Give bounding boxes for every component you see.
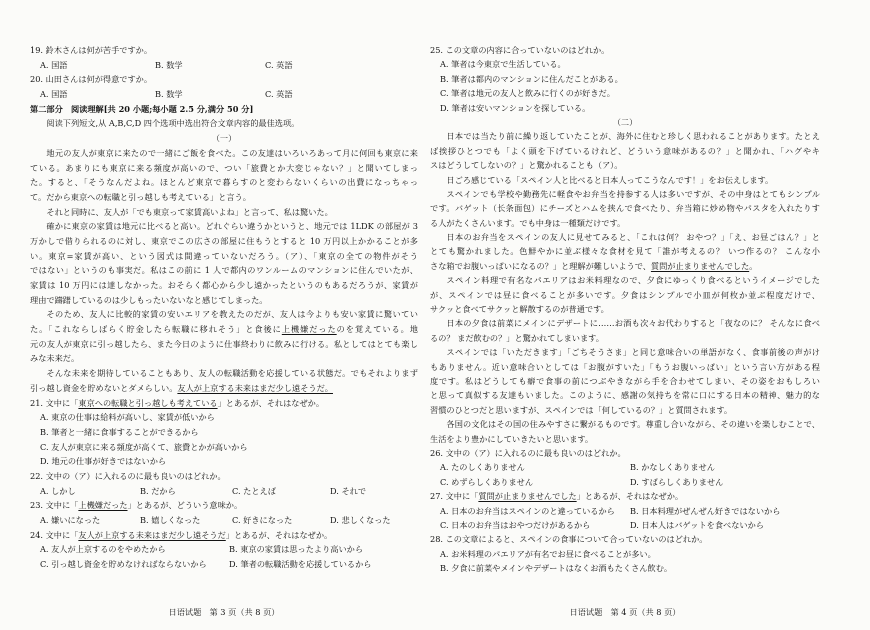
answer-option-b: B. 東京の家賃は思ったより高いから bbox=[229, 544, 364, 555]
text-line: ている。あまりにも東京に来る頻度が高いので、つい「旅費とか大変じゃない？」と聞いてしまっ bbox=[30, 162, 418, 173]
option-row bbox=[440, 518, 820, 532]
text-line: スペインでも学校や勤務先に軽食やお弁当を持参する人は多いですが、その中身はとてもシンプル bbox=[446, 188, 820, 199]
text-line: 習慣のひとつだと思いますが、スペインでは「何しているの？」と質問されます。 bbox=[430, 404, 733, 415]
question-stem bbox=[430, 489, 820, 503]
text-line: スペインでは「いただきます」「ごちそうさま」と同じ意味合いの単語がなく、食事前後の声がけ bbox=[446, 347, 820, 358]
text-line: もありません。近い意味合いとしては「お腹がすいた」「もうお腹いっぱい」という言い方がある程 bbox=[430, 361, 820, 372]
question-28 bbox=[430, 532, 820, 575]
answer-option-c: C. 日本のお弁当はおやつだけがあるから bbox=[440, 519, 591, 530]
text-line: が、スペインでは昼に食べることが多いです。夕食はシンプルで小皿が何枚か並ぶ程度だけで、 bbox=[430, 289, 820, 300]
reading-passage-2 bbox=[430, 115, 820, 446]
paragraph bbox=[430, 230, 820, 273]
underlined-phrase: 上機嫌だった bbox=[78, 500, 128, 511]
question-21 bbox=[30, 396, 418, 469]
option-row bbox=[40, 454, 418, 469]
text-line: る人がたくさんいます。でも中身は一種類だけです。 bbox=[430, 217, 626, 228]
answer-options bbox=[430, 460, 820, 489]
option-row bbox=[40, 557, 418, 572]
answer-option-a: A. 国語 bbox=[40, 59, 68, 70]
text-line: 度です。私はどうしても癖で食事の前につぶやきながら手を合わせてしまい、その姿をおもしろい bbox=[430, 375, 820, 386]
answer-option-d: D. 日本人はバゲットを食べないから bbox=[630, 519, 764, 530]
option-row bbox=[440, 460, 820, 474]
answer-options bbox=[30, 87, 418, 102]
question-stem: 20. 山田さんは何が得意ですか。 bbox=[30, 74, 153, 85]
text-line: そのため、友人に比較的家賃の安いエリアを教えたのだが、友人は今よりも安い家賃に驚いてい bbox=[46, 309, 418, 320]
text-line: 元の友人が東京に引っ越したら、また今日のように仕事終わりに飲みに行ける。私としてはとても楽し bbox=[30, 338, 418, 349]
option-row bbox=[40, 440, 418, 455]
answer-option-d: D. それで bbox=[330, 485, 367, 496]
option-row bbox=[40, 425, 418, 440]
answer-option-a: A. 日本のお弁当はスペインのと違っているから bbox=[440, 505, 615, 516]
answer-option-a: A. 嫌いになった bbox=[40, 515, 101, 525]
paragraph bbox=[430, 173, 820, 187]
paragraph bbox=[30, 366, 418, 395]
text-line: 家賃は 10 万円には達しなかった。おそらく都心から少し遠かったというのもあるだろうが、家賃が bbox=[30, 280, 418, 290]
option-row bbox=[440, 72, 820, 86]
option-row bbox=[440, 57, 820, 71]
answer-options bbox=[30, 58, 418, 73]
answer-option-a: A. 国語 bbox=[40, 89, 68, 100]
option-row bbox=[40, 542, 418, 557]
question-stem: 22. 文中の（ア）に入れるのに最も良いのはどれか。 bbox=[30, 470, 226, 481]
answer-option-a: A. お米料理のパエリアが有名でお昼に食べることが多い。 bbox=[440, 548, 656, 559]
answer-option-d: D. 地元の仕事が好きではないから bbox=[40, 456, 167, 467]
underlined-phrase: 友人が上京する未来はまだ少し遠そうだ bbox=[78, 529, 226, 540]
question-19 bbox=[30, 43, 418, 72]
line-text: 」とあるが、それはなぜか。 bbox=[225, 529, 333, 540]
answer-options bbox=[30, 410, 418, 469]
option-row bbox=[40, 410, 418, 425]
line-text: のを覚えている。地 bbox=[336, 324, 418, 335]
answer-option-c: C. 引っ越し資金を貯めなければならないから bbox=[40, 559, 207, 570]
question-25 bbox=[430, 43, 820, 115]
answer-option-c: C. 英語 bbox=[265, 59, 293, 70]
answer-option-d: D. 筆者の転職活動を応援しているから bbox=[229, 559, 372, 570]
passage-heading: （二） bbox=[612, 116, 638, 127]
question-27 bbox=[430, 489, 820, 532]
option-row bbox=[440, 561, 820, 575]
line-text: 」とあるが、それはなぜか。 bbox=[217, 397, 325, 408]
option-row bbox=[40, 87, 418, 102]
paragraph bbox=[430, 417, 820, 446]
text-line: サクッと食べてサクッと解散するのが普通です。 bbox=[430, 304, 609, 315]
question-22 bbox=[30, 469, 418, 498]
underlined-phrase: 東京への転職と引っ越しも考えている bbox=[78, 397, 218, 408]
paragraph bbox=[430, 129, 820, 172]
answer-option-a: A. たのしくありません bbox=[440, 462, 525, 473]
line-text: た。「これならしばらく貯金したら転職に移れそう」と食後に bbox=[30, 324, 282, 335]
question-stem: 19. 鈴木さんは何が苦手ですか。 bbox=[30, 45, 153, 55]
text-line: です。バゲット（长条面包）にチーズとハムを挟んで食べたり、弁当箱に炒め物やパスタを入れたりす bbox=[430, 203, 820, 214]
option-row bbox=[40, 484, 418, 499]
line-text: 23. 文中に「 bbox=[30, 500, 79, 511]
text-line bbox=[30, 381, 418, 396]
answer-option-b: B. 筆者は都内のマンションに住んだことがある。 bbox=[440, 73, 623, 84]
question-stem bbox=[30, 396, 418, 411]
page-footer: 日语试题 第 4 页（共 8 页） bbox=[569, 607, 681, 617]
section-instruction: 阅读下列短文,从 A,B,C,D 四个选项中选出符合文章内容的最佳选项。 bbox=[46, 118, 300, 129]
text-line: ば挨拶ひとつでも「よく頭を下げているけれど、どういう意味があるの？」と聞かれ、「ハグやキ bbox=[430, 145, 820, 156]
question-26 bbox=[430, 446, 820, 489]
answer-option-a: A. 東京の仕事は給料が高いし、家賃が低いから bbox=[40, 412, 215, 423]
page-footer: 日语试题 第 3 页（共 8 页） bbox=[168, 607, 280, 617]
option-row bbox=[440, 547, 820, 561]
answer-option-b: B. だから bbox=[140, 485, 176, 496]
text-line: 各国の文化はその国の住みやすさに繋がるものです。尊重し合いながら、その違いを楽しむことで、 bbox=[446, 419, 820, 430]
text-line: スはどうしてしないの？」と驚かれることも（ア）。 bbox=[430, 160, 623, 171]
answer-option-a: A. しかし bbox=[40, 485, 76, 496]
option-row bbox=[440, 475, 820, 489]
text-line: 理由で躊躇しているのは少しもったいないなと感じてしまった。 bbox=[30, 294, 268, 305]
answer-option-c: C. 英語 bbox=[265, 89, 293, 100]
answer-option-c: C. めずらしくありません bbox=[440, 476, 534, 487]
text-line: 日本のお弁当をスペインの友人に見せてみると、「これは何？ おやつ？」「え、お昼ごはん？」と bbox=[446, 232, 820, 243]
answer-option-a: A. 筆者は今東京で生活している。 bbox=[440, 59, 566, 70]
paragraph bbox=[430, 345, 820, 417]
question-23 bbox=[30, 498, 418, 527]
answer-option-c: C. 筆者は地元の友人と飲みに行くのが好きだ。 bbox=[440, 88, 615, 99]
answer-options bbox=[430, 504, 820, 533]
answer-option-c: C. たとえば bbox=[232, 485, 276, 496]
paragraph bbox=[30, 146, 418, 205]
text-line: 日本では当たり前に繰り返していたことが、海外に住むと珍しく思われることがあります。たとえ bbox=[446, 131, 820, 142]
option-row bbox=[440, 504, 820, 518]
line-text: 27. 文中に「 bbox=[430, 491, 479, 502]
paragraph bbox=[430, 316, 820, 345]
text-line: と思って真似する友達もいました。このように、感謝の気持ちを常に口にする日本の精神、魅力的な bbox=[430, 390, 820, 401]
text-line: 万かしで借りられるのに対し、東京でこの広さの部屋に住もうとすると 10 万円以上かかることが多 bbox=[30, 235, 418, 246]
text-line: 生活をより豊かにしていきたいと思います。 bbox=[430, 433, 594, 444]
paragraph bbox=[430, 187, 820, 230]
answer-option-b: B. 数学 bbox=[155, 89, 183, 100]
text-line: て。だから東京への転職と引っ越しも考えている」と言う。 bbox=[30, 191, 251, 202]
answer-options bbox=[30, 484, 418, 499]
question-24 bbox=[30, 528, 418, 572]
passage-heading: （一） bbox=[211, 133, 237, 144]
answer-option-d: D. すばらしくありません bbox=[630, 476, 724, 487]
answer-option-b: B. 日本料理がぜんぜん好きではないから bbox=[630, 505, 781, 516]
line-text: 」とあるが、それはなぜか。 bbox=[576, 491, 684, 502]
answer-option-b: B. かなしくありません bbox=[630, 462, 715, 473]
question-stem: 28. この文章によると、スペインの食事について合っていないのはどれか。 bbox=[430, 534, 708, 545]
section-title: 第二部分 阅读理解[共 20 小题;每小题 2.5 分,满分 50 分] bbox=[30, 103, 254, 114]
text-line: そんな未来を期待していることもあり、友人の転職活動を応援している状態だ。でもそれよりまず bbox=[46, 368, 418, 379]
text-line bbox=[430, 259, 820, 273]
text-line: スペイン料理で有名なパエリアはお米料理なので、夕食にゆっくり食べるというイメージでした bbox=[446, 275, 820, 286]
text-line: とても驚かれました。色鮮やかに並ぶ様々な食材を見て「誰が考えるの？ いつ作るの？ こんな小 bbox=[430, 246, 820, 257]
underlined-phrase: 友人が上京する未来はまだ少し遠そうだ。 bbox=[177, 382, 333, 393]
answer-option-b: B. 数学 bbox=[155, 59, 183, 70]
option-row bbox=[40, 58, 418, 73]
question-stem bbox=[30, 528, 418, 543]
underlined-phrase: 質問が止まりませんでした bbox=[478, 491, 577, 502]
text-line: るの？ まだ飲むの？」と驚かれてしまいます。 bbox=[430, 332, 604, 343]
answer-options bbox=[430, 547, 820, 576]
line-text: 。 bbox=[749, 260, 758, 271]
option-row bbox=[440, 101, 820, 115]
text-line: ではない」というのも事実だ。私はこの前に 1 人で都内のワンルームのマンションに住んでいたが、 bbox=[30, 265, 418, 276]
line-text: さな箱でお腹いっぱいになるの？」と理解が難しいようで、 bbox=[430, 260, 651, 271]
answer-option-d: D. 悲しくなった bbox=[330, 515, 391, 525]
answer-options bbox=[30, 542, 418, 571]
answer-option-a: A. 友人が上京するのをやめたから bbox=[40, 544, 166, 555]
answer-option-c: C. 友人が東京に来る頻度が高くて、旅費とかが高いから bbox=[40, 441, 248, 452]
answer-option-b: B. 筆者と一緒に食事することができるから bbox=[40, 426, 199, 437]
paragraph bbox=[30, 219, 418, 307]
answer-options bbox=[30, 513, 418, 528]
text-line: 確かに東京の家賃は地元に比べると高い。どれぐらい違うかというと、地元では 1LDK の部屋が 3 bbox=[46, 221, 418, 232]
text-line bbox=[30, 322, 418, 337]
text-line: みな未来だ。 bbox=[30, 353, 80, 364]
question-20 bbox=[30, 72, 418, 101]
text-line: それと同時に、友人が「でも東京って家賃高いよね」と言って、私は驚いた。 bbox=[46, 206, 333, 217]
line-text: 21. 文中に「 bbox=[30, 397, 79, 408]
line-text: 」とあるが、どういう意味か。 bbox=[127, 500, 243, 511]
paragraph bbox=[30, 205, 418, 220]
reading-passage-1 bbox=[30, 131, 418, 395]
paragraph bbox=[30, 307, 418, 366]
question-stem bbox=[30, 498, 418, 513]
option-row bbox=[440, 86, 820, 100]
question-stem: 26. 文中の（ア）に入れるのに最も良いのはどれか。 bbox=[430, 447, 626, 458]
line-text: 引っ越し資金を貯めないとダメらしい。 bbox=[30, 382, 178, 393]
line-text: 24. 文中に「 bbox=[30, 529, 79, 540]
paragraph bbox=[430, 273, 820, 316]
text-line: 日ごろ感じている「スペイン人と比べると日本人ってこうなんです！」をお伝えします。 bbox=[446, 174, 774, 185]
answer-option-c: C. 好きになった bbox=[232, 515, 293, 525]
option-row bbox=[40, 513, 418, 528]
text-line: た。すると、「そうなんだよね。ほとんど東京で暮らすのと変わらないくらいの出費になっちゃっ bbox=[30, 177, 418, 188]
answer-option-b: B. 夕食に前菜やメインやデザートはなくお酒もたくさん飲む。 bbox=[440, 563, 673, 574]
question-stem: 25. この文章の内容に合っていないのはどれか。 bbox=[430, 45, 610, 55]
answer-options bbox=[430, 57, 820, 115]
exam-page-3 bbox=[30, 43, 418, 623]
answer-option-b: B. 嬉しくなった bbox=[140, 515, 201, 525]
text-line: い。東京=家賃が高い、という図式は間違っていないだろう。（ア）、「東京の全ての物件がそう bbox=[30, 250, 418, 261]
exam-page-4 bbox=[430, 43, 820, 623]
text-line: 日本の夕食は前菜にメインにデザートに……お酒も次々お代わりすると「夜なのに？ そんなに食べ bbox=[446, 318, 820, 329]
underlined-phrase: 質問が止まりませんでした bbox=[650, 260, 750, 271]
text-line: 地元の友人が東京に来たので一緒にご飯を食べた。この友達はいろいろあって月に何回も東京に来 bbox=[46, 147, 418, 158]
underlined-phrase: 上機嫌だった bbox=[281, 324, 337, 335]
answer-option-d: D. 筆者は安いマンションを探している。 bbox=[440, 102, 591, 113]
